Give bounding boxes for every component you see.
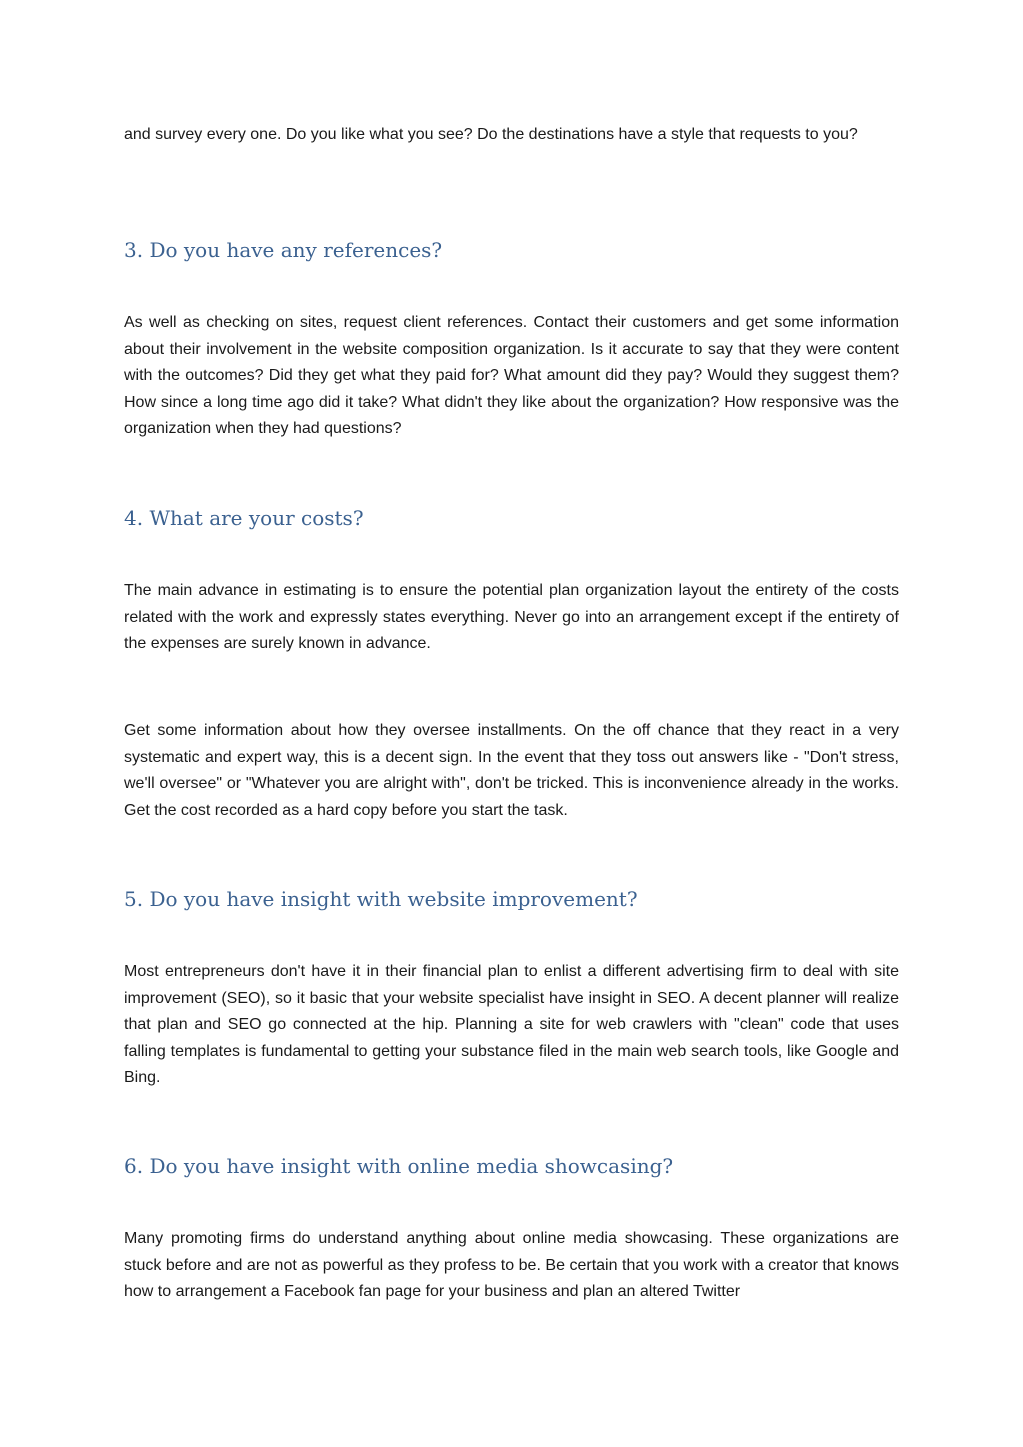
section-3-heading-block	[124, 236, 899, 264]
section-heading-costs: 4. What are your costs?	[124, 506, 364, 530]
intro-paragraph-block	[124, 122, 899, 149]
paragraph-costs-installments: Get some information about how they oversee installments. On the off chance that they react in a very systematic and expert way, this is a decent sign. In the event that they toss out answers like - "Don't stress, we'll oversee" or "Whatever you are alright with", don't be tricked. This is inconvenience already in the works. Get the cost recorded as a hard copy before you start the task.	[124, 722, 899, 819]
section-6-heading-block	[124, 1152, 899, 1180]
section-heading-references: 3. Do you have any references?	[124, 238, 443, 262]
paragraph-references: As well as checking on sites, request client references. Contact their customers and get some information about their involvement in the website composition organization. Is it accurate to say that they were content with the outcomes? Did they get what they paid for? What amount did they pay? Would they suggest them? How since a long time ago did it take? What didn't they like about the organization? How responsive was the organization when they had questions?	[124, 314, 899, 438]
section-3-body	[124, 310, 899, 443]
paragraph-online-media: Many promoting firms do understand anything about online media showcasing. These organizations are stuck before and are not as powerful as they profess to be. Be certain that you work with a creator that knows how to arrangement a Facebook fan page for your business and plan an altered Twitter	[124, 1230, 899, 1301]
section-heading-seo: 5. Do you have insight with website improvement?	[124, 887, 638, 911]
section-5-body	[124, 959, 899, 1092]
paragraph-seo: Most entrepreneurs don't have it in their financial plan to enlist a different advertising firm to deal with site improvement (SEO), so it basic that your website specialist have insight in SEO. A decent planner will realize that plan and SEO go connected at the hip. Planning a site for web crawlers with "clean" code that uses falling templates is fundamental to getting your substance filed in the main web search tools, like Google and Bing.	[124, 963, 899, 1087]
paragraph-costs-estimating: The main advance in estimating is to ensure the potential plan organization layout the entirety of the costs related with the work and expressly states everything. Never go into an arrangement except if the entirety of the expenses are surely known in advance.	[124, 582, 899, 653]
section-5-heading-block	[124, 885, 899, 913]
section-4-body-1	[124, 578, 899, 658]
section-heading-online-media: 6. Do you have insight with online media showcasing?	[124, 1154, 674, 1178]
section-4-body-2	[124, 718, 899, 824]
section-6-body	[124, 1226, 899, 1306]
section-4-heading-block	[124, 504, 899, 532]
intro-paragraph: and survey every one. Do you like what you see? Do the destinations have a style that requests to you?	[124, 126, 858, 143]
